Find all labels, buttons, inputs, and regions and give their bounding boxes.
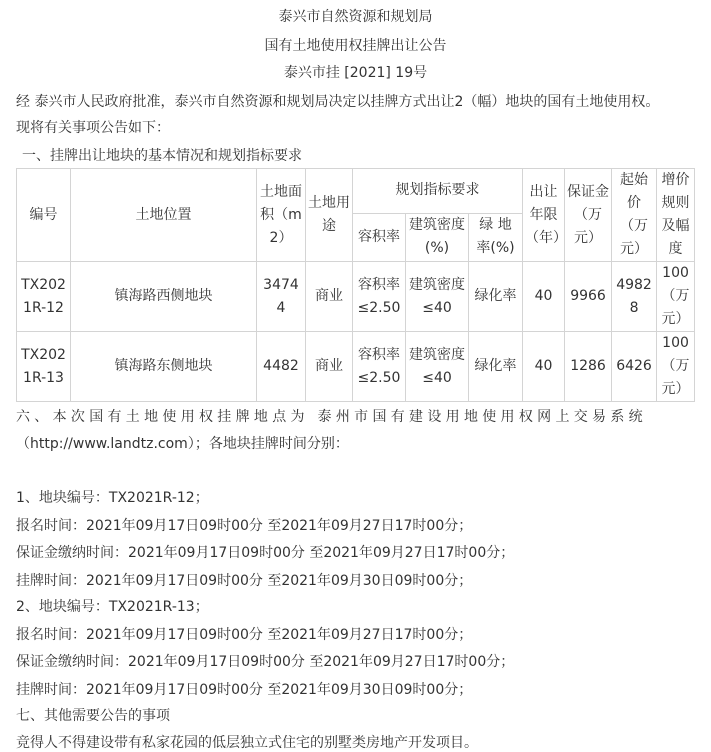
col-header-area: 土地面积（m2） [257, 169, 306, 262]
parcel-1-listing-time: 挂牌时间：2021年09月17日09时00分 至2021年09月30日09时00分； [16, 573, 473, 589]
cell-deposit: 9966 [565, 262, 612, 332]
cell-use: 商业 [306, 332, 353, 402]
col-header-deposit: 保证金（万元） [565, 169, 612, 262]
cell-code: TX2021R-12 [17, 262, 71, 332]
parcel-2-deposit-time: 保证金缴纳时间：2021年09月17日09时00分 至2021年09月27日17时00分； [16, 654, 515, 670]
cell-deposit: 1286 [565, 332, 612, 402]
section-1-heading: 一、挂牌出让地块的基本情况和规划指标要求 [22, 148, 302, 164]
cell-start-price: 49828 [612, 262, 657, 332]
section-7-heading: 七、其他需要公告的事项 [16, 708, 170, 724]
section-6-line-2: （http://www.landtz.com）；各地块挂牌时间分别： [16, 436, 349, 452]
parcel-1-title: 1、地块编号：TX2021R-12； [16, 490, 209, 506]
col-header-far: 容积率 [353, 213, 406, 261]
section-6-line-1: 六、本次国有土地使用权挂牌地点为 泰州市国有建设用地使用权网上交易系统 [16, 409, 647, 425]
intro-line-2: 现将有关事项公告如下： [16, 120, 170, 136]
table-row [17, 332, 695, 402]
cell-use: 商业 [306, 262, 353, 332]
cell-term: 40 [523, 332, 565, 402]
cell-term: 40 [523, 262, 565, 332]
col-header-density: 建筑密度(%) [406, 213, 469, 261]
cell-area: 4482 [257, 332, 306, 402]
cell-increment: 100（万元） [657, 262, 695, 332]
parcel-2-registration-time: 报名时间：2021年09月17日09时00分 至2021年09月27日17时00分； [16, 627, 473, 643]
col-header-start-price: 起始价（万元） [612, 169, 657, 262]
cell-increment: 100（万元） [657, 332, 695, 402]
cell-start-price: 6426 [612, 332, 657, 402]
cell-far: 容积率≤2.50 [353, 262, 406, 332]
col-header-green: 绿 地 率(%) [469, 213, 523, 261]
table-header-row [17, 169, 695, 214]
cell-code: TX2021R-13 [17, 332, 71, 402]
col-header-use: 土地用途 [306, 169, 353, 262]
header-org: 泰兴市自然资源和规划局 [278, 9, 433, 25]
col-header-planning: 规划指标要求 [353, 169, 523, 214]
cell-green: 绿化率 [469, 262, 523, 332]
parcel-1-deposit-time: 保证金缴纳时间：2021年09月17日09时00分 至2021年09月27日17时00分； [16, 545, 515, 561]
page-title: 国有土地使用权挂牌出让公告 [264, 38, 447, 54]
col-header-increment: 增价规则及幅度 [657, 169, 695, 262]
col-header-location: 土地位置 [71, 169, 257, 262]
cell-green: 绿化率 [469, 332, 523, 402]
cell-location: 镇海路东侧地块 [71, 332, 257, 402]
section-7-line-1: 竞得人不得建设带有私家花园的低层独立式住宅的别墅类房地产开发项目。 [16, 735, 478, 751]
table-row [17, 262, 695, 332]
document-number: 泰兴市挂 [2021] 19号 [283, 65, 428, 81]
parcel-info-table [16, 168, 695, 402]
cell-location: 镇海路西侧地块 [71, 262, 257, 332]
col-header-term: 出让年限（年） [523, 169, 565, 262]
col-header-code: 编号 [17, 169, 71, 262]
cell-far: 容积率≤2.50 [353, 332, 406, 402]
cell-density: 建筑密度≤40 [406, 262, 469, 332]
parcel-1-registration-time: 报名时间：2021年09月17日09时00分 至2021年09月27日17时00分； [16, 518, 473, 534]
parcel-2-listing-time: 挂牌时间：2021年09月17日09时00分 至2021年09月30日09时00分； [16, 682, 473, 698]
parcel-2-title: 2、地块编号：TX2021R-13； [16, 599, 209, 615]
intro-line-1: 经 泰兴市人民政府批准，泰兴市自然资源和规划局决定以挂牌方式出让2（幅）地块的国有土地使用权。 [16, 94, 660, 110]
cell-area: 34744 [257, 262, 306, 332]
cell-density: 建筑密度≤40 [406, 332, 469, 402]
